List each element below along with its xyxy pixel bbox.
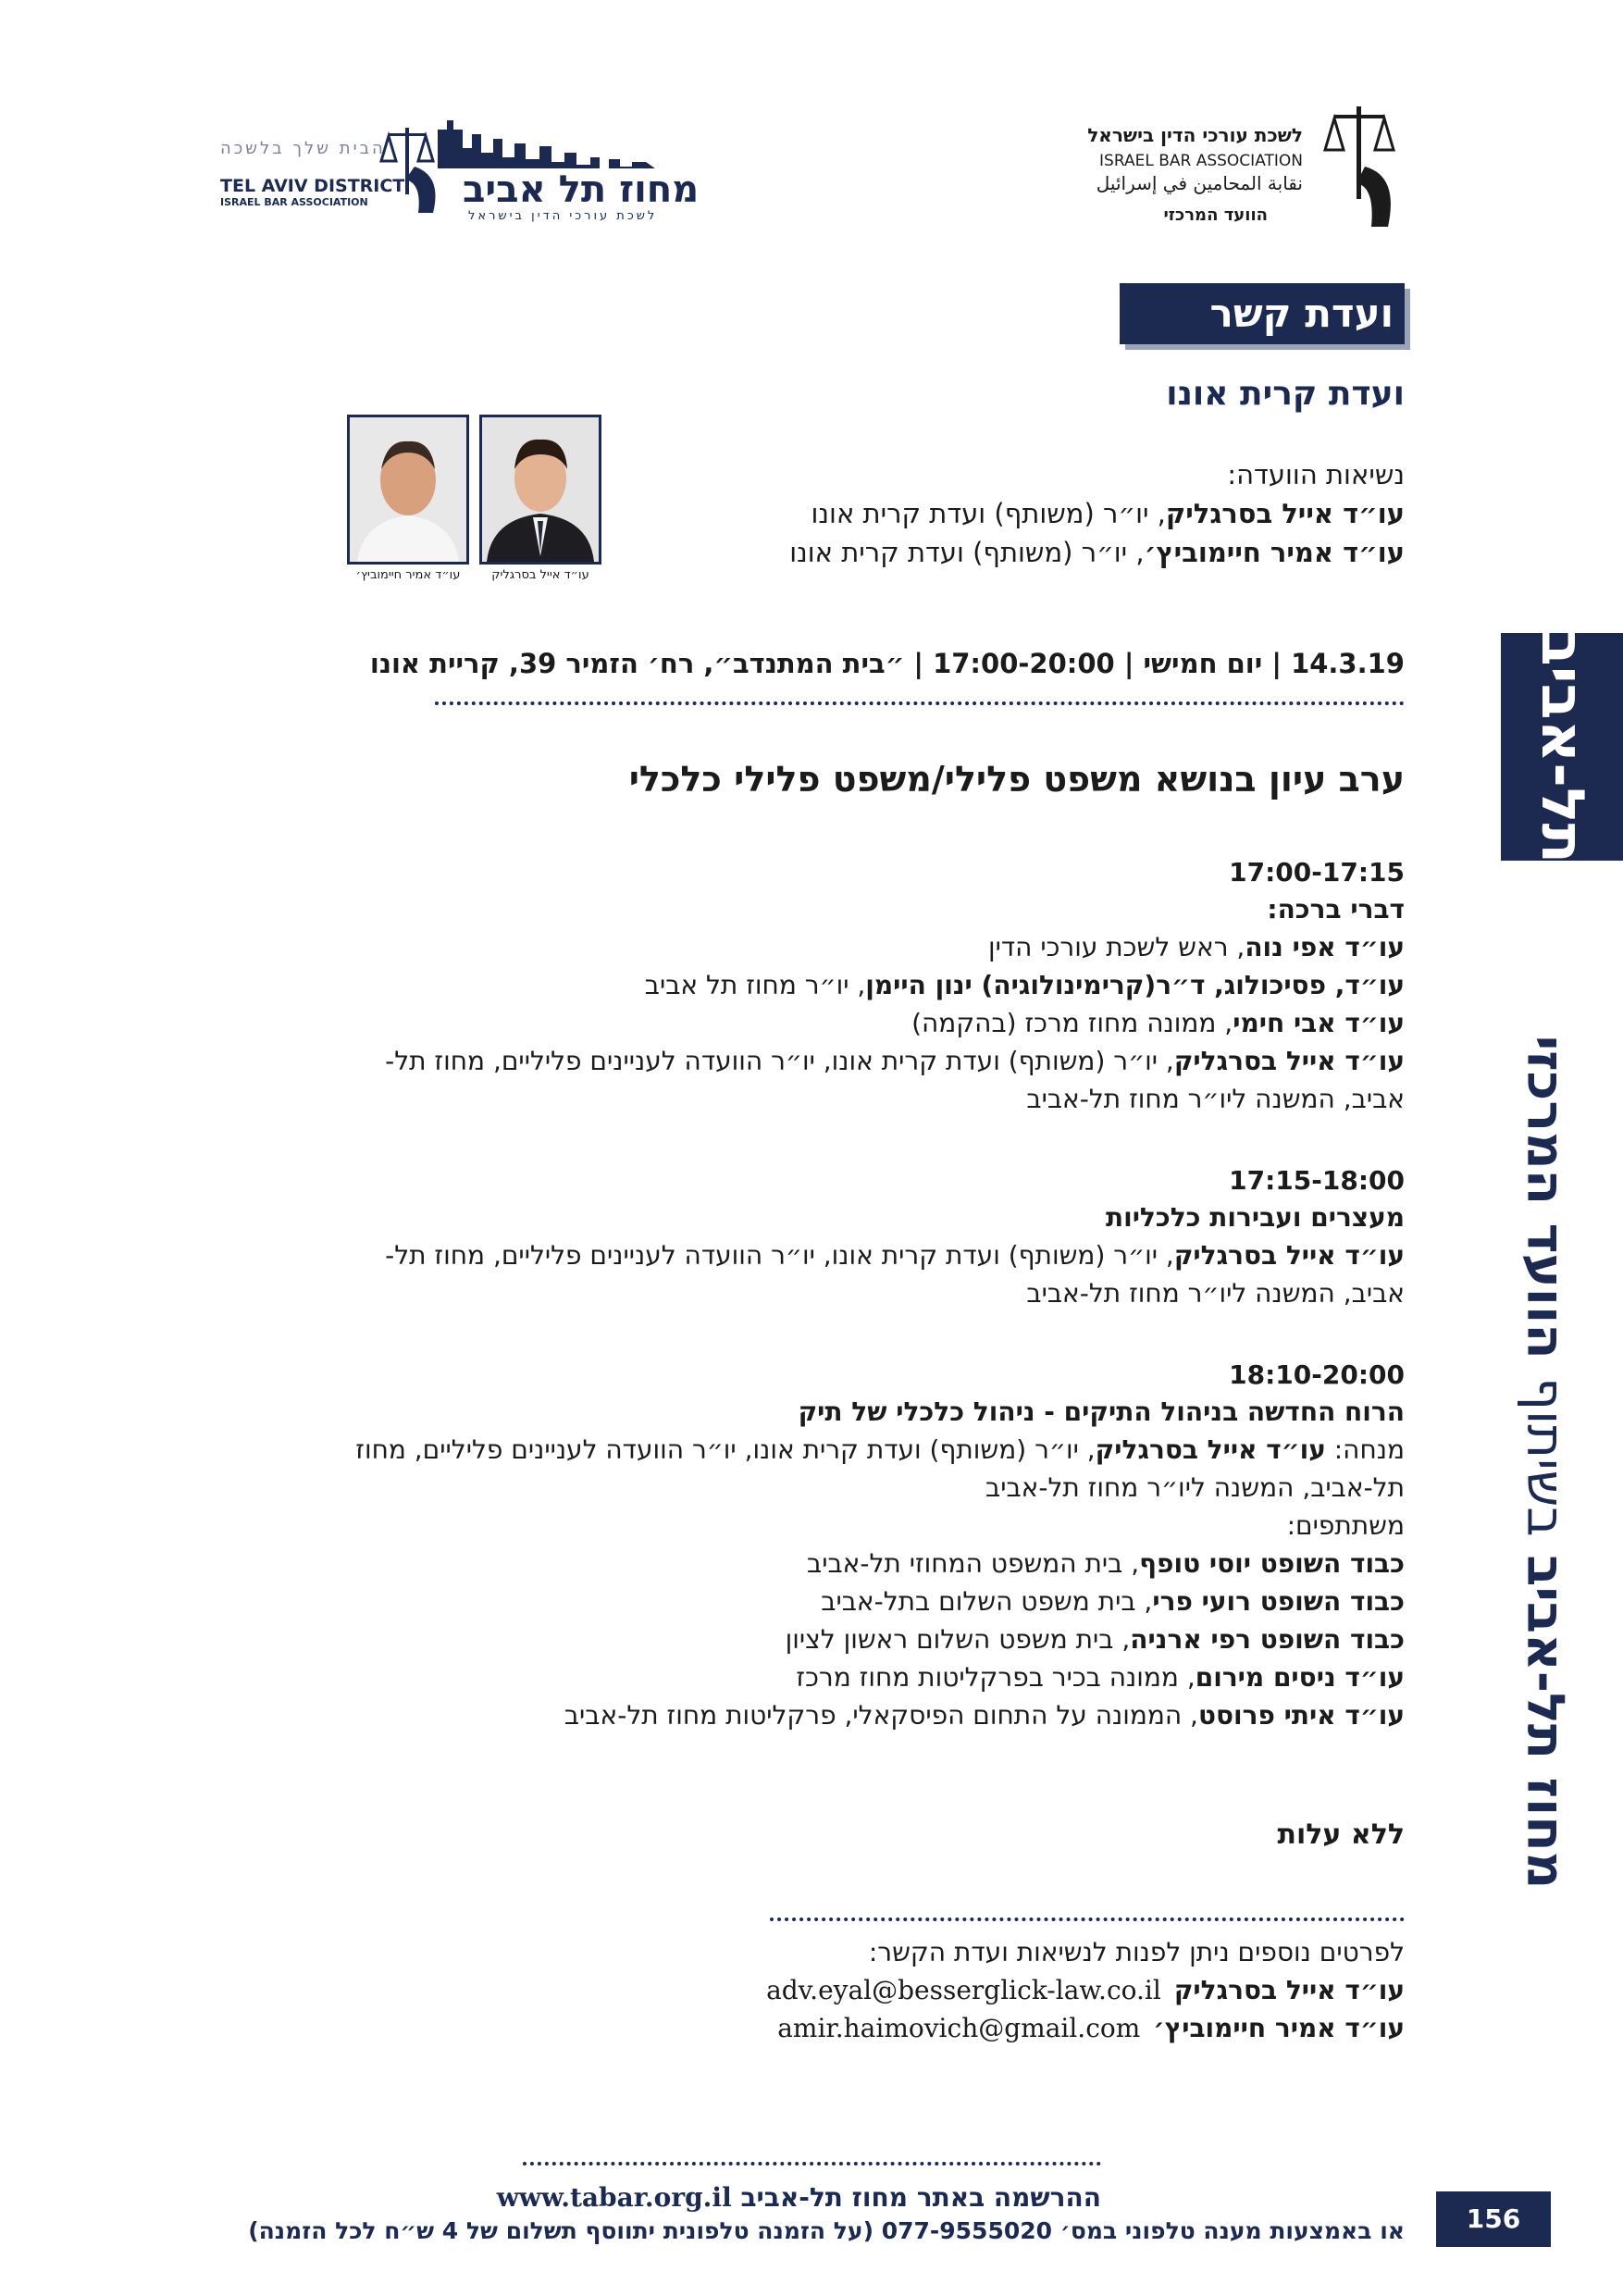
schedule-time: 17:15-18:00 bbox=[1229, 1165, 1405, 1196]
side-tab bbox=[1501, 629, 1623, 864]
schedule-time: 18:10-20:00 bbox=[1229, 1359, 1405, 1390]
chair-line bbox=[789, 537, 1405, 568]
speaker-role: , יו״ר (משותף) ועדת קרית אונו, יו״ר הוועדה לעניינים פליליים, מחוז תל- bbox=[385, 1046, 1174, 1076]
page-number: 156 bbox=[1436, 2191, 1551, 2247]
schedule-line bbox=[985, 1472, 1405, 1503]
speaker-role: , בית המשפט המחוזי תל-אביב bbox=[807, 1548, 1140, 1579]
photo-amir bbox=[347, 415, 469, 565]
schedule-line bbox=[786, 1624, 1405, 1655]
schedule-line bbox=[355, 1434, 1405, 1465]
event-title: ערב עיון בנושא משפט פלילי/משפט פלילי כלכלי bbox=[628, 759, 1405, 800]
speaker-name: עו״ד אייל בסרגליק bbox=[1173, 1240, 1405, 1271]
no-cost-label: ללא עלות bbox=[1277, 1818, 1405, 1851]
participants-label: משתתפים: bbox=[1286, 1510, 1405, 1541]
speaker-role: , בית משפט השלום ראשון לציון bbox=[785, 1624, 1131, 1655]
footer-register-text: ההרשמה באתר מחוז תל-אביב bbox=[740, 2182, 1101, 2213]
side-band-part-3: הוועד המרכזי bbox=[1515, 1035, 1576, 1359]
schedule-line bbox=[988, 932, 1405, 962]
contact-line bbox=[777, 2013, 1405, 2043]
speaker-role: , ראש לשכת עורכי הדין bbox=[987, 932, 1245, 962]
logo-right-council: הוועד המרכזי bbox=[1163, 205, 1268, 225]
speaker-name: עו״ד אבי חימי bbox=[1233, 1008, 1405, 1038]
speaker-role: אביב, המשנה ליו״ר מחוז תל-אביב bbox=[1026, 1278, 1405, 1309]
dotted-divider bbox=[770, 1917, 1405, 1921]
speaker-name: כבוד השופט רפי ארניה bbox=[1130, 1624, 1405, 1655]
side-band-part-1: מחוז תל-אביב bbox=[1515, 1555, 1576, 1890]
photo-eyal bbox=[479, 415, 601, 565]
section-title: ועדת קשר bbox=[1120, 283, 1405, 344]
event-date-line: 14.3.19 | יום חמישי | 17:00-20:00 | ״בית המתנדב״, רח׳ הזמיר 39, קריית אונו bbox=[369, 648, 1405, 679]
side-tab-label: תל-אביב bbox=[1528, 629, 1596, 864]
speaker-name: עו״ד אייל בסרגליק bbox=[1173, 1046, 1405, 1076]
contact-email-link[interactable]: amir.haimovich@gmail.com bbox=[777, 2013, 1141, 2043]
schedule-line bbox=[821, 1586, 1405, 1617]
chair-name: עו״ד אמיר חיימוביץ׳ bbox=[1144, 537, 1405, 568]
schedule-line bbox=[807, 1548, 1405, 1579]
speaker-name: עו״ד, פסיכולוג, ד״ר(קרימינולוגיה) ינון היימן bbox=[865, 970, 1405, 1000]
contact-name: עו״ד אייל בסרגליק bbox=[1173, 1975, 1405, 2005]
speaker-role: תל-אביב, המשנה ליו״ר מחוז תל-אביב bbox=[985, 1472, 1405, 1503]
tel-aviv-district-logo bbox=[220, 111, 701, 222]
footer-phone-note: או באמצעות מענה טלפוני במס׳ 077-9555020 (על הזמנה טלפונית יתווסף תשלום של 4 ש״ח לכל הזמנה) bbox=[248, 2217, 1405, 2244]
contact-intro: לפרטים נוספים ניתן לפנות לנשיאות ועדת הקשר: bbox=[868, 1937, 1405, 1967]
side-band bbox=[1485, 1036, 1605, 1888]
chair-line bbox=[812, 498, 1405, 529]
israel-bar-logo bbox=[1087, 102, 1406, 231]
photo-caption: עו״ד אמיר חיימוביץ׳ bbox=[355, 568, 461, 582]
speaker-role: , יו״ר (משותף) ועדת קרית אונו, יו״ר הוועדה לעניינים פליליים, מחוז תל- bbox=[385, 1240, 1174, 1271]
chair-role: , יו״ר (משותף) ועדת קרית אונו bbox=[811, 498, 1166, 529]
speaker-role: , יו״ר (משותף) ועדת קרית אונו, יו״ר הוועדה לעניינים פליליים, מחוז bbox=[355, 1434, 1096, 1465]
schedule-line bbox=[645, 970, 1405, 1000]
schedule-line bbox=[796, 1662, 1405, 1693]
side-band-label bbox=[1516, 1036, 1576, 1890]
footer-url-link[interactable]: www.tabar.org.il bbox=[496, 2182, 732, 2213]
speaker-name: כבוד השופט רועי פרי bbox=[1152, 1586, 1405, 1617]
speaker-role: , יו״ר מחוז תל אביב bbox=[644, 970, 866, 1000]
speaker-role: , ממונה בכיר בפרקליטות מחוז מרכז bbox=[796, 1662, 1196, 1693]
speaker-name: עו״ד אייל בסרגליק bbox=[1095, 1434, 1326, 1465]
logo-left-hebrew-top: הבית שלך בלשכה bbox=[220, 139, 386, 158]
logo-right-hebrew: לשכת עורכי הדין בישראל bbox=[1087, 124, 1303, 146]
speaker-role: , ממונה מחוז מרכז (בהקמה) bbox=[911, 1008, 1233, 1038]
moderator-prefix: מנחה: bbox=[1325, 1434, 1405, 1465]
speaker-name: עו״ד איתי פרוסט bbox=[1197, 1700, 1405, 1731]
side-band-part-2: בשיתוף bbox=[1515, 1377, 1576, 1537]
schedule-line bbox=[911, 1008, 1405, 1038]
speaker-role: , הממונה על התחום הפיסקאלי, פרקליטות מחוז תל-אביב bbox=[564, 1700, 1198, 1731]
chairs-label: נשיאות הוועדה: bbox=[1227, 459, 1405, 490]
speaker-name: עו״ד אפי נוה bbox=[1245, 932, 1405, 962]
person-photo-icon bbox=[350, 417, 466, 562]
schedule-line bbox=[564, 1700, 1405, 1731]
photo-caption: עו״ד אייל בסרגליק bbox=[491, 568, 589, 582]
schedule-line bbox=[1026, 1084, 1405, 1114]
committee-name: ועדת קרית אונו bbox=[1166, 375, 1405, 413]
schedule-heading: הרוח החדשה בניהול התיקים - ניהול כלכלי של תיק bbox=[798, 1396, 1405, 1427]
scales-of-justice-icon bbox=[1314, 102, 1406, 231]
person-photo-icon bbox=[482, 417, 599, 562]
logo-left-hebrew-main: מחוז תל אביב bbox=[463, 168, 700, 211]
dotted-divider bbox=[523, 2162, 1101, 2166]
schedule-line bbox=[385, 1240, 1405, 1271]
schedule-line bbox=[385, 1046, 1405, 1076]
schedule-line bbox=[1026, 1278, 1405, 1309]
logo-left-english-2: ISRAEL BAR ASSOCIATION bbox=[220, 196, 368, 208]
logo-right-arabic: نقابة المحامين في إسرائيل bbox=[1096, 172, 1303, 194]
contact-name: עו״ד אמיר חיימוביץ׳ bbox=[1153, 2013, 1405, 2043]
speaker-role: אביב, המשנה ליו״ר מחוז תל-אביב bbox=[1026, 1084, 1405, 1114]
logo-right-english: ISRAEL BAR ASSOCIATION bbox=[1099, 152, 1303, 170]
dotted-divider bbox=[435, 701, 1405, 705]
speaker-role: , בית משפט השלום בתל-אביב bbox=[821, 1586, 1153, 1617]
speaker-name: עו״ד ניסים מירום bbox=[1195, 1662, 1405, 1693]
footer-register-line bbox=[497, 2182, 1101, 2213]
speaker-name: כבוד השופט יוסי טופף bbox=[1139, 1548, 1405, 1579]
schedule-heading: מעצרים ועבירות כלכליות bbox=[1105, 1202, 1405, 1233]
chair-name: עו״ד אייל בסרגליק bbox=[1165, 498, 1405, 529]
schedule-time: 17:00-17:15 bbox=[1229, 857, 1405, 887]
logo-left-hebrew-sub: לשכת עורכי הדין בישראל bbox=[468, 209, 658, 223]
contact-line bbox=[766, 1975, 1405, 2005]
contact-email-link[interactable]: adv.eyal@besserglick-law.co.il bbox=[766, 1975, 1161, 2005]
schedule-line bbox=[1287, 1510, 1405, 1541]
schedule-heading: דברי ברכה: bbox=[1267, 894, 1405, 925]
chair-role: , יו״ר (משותף) ועדת קרית אונו bbox=[789, 537, 1145, 568]
logo-left-english-1: TEL AVIV DISTRICT bbox=[220, 176, 405, 196]
